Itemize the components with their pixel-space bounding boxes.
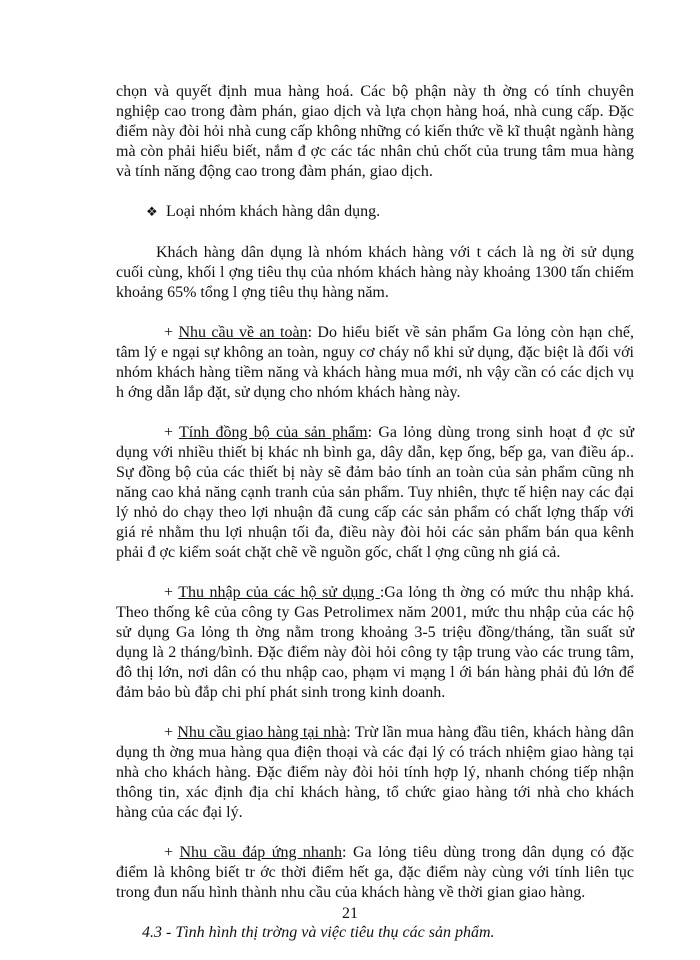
section-body: :Ga lỏng th ờng có mức thu nhập khá. Theo thống kê của công ty Gas Petrolimex năm 2001, mức thu nhập của các hộ sử dụng Ga lỏng th ờng nằm trong khoảng 3-5 triệu đồng/tháng, tần suất sử dụng là 2 tháng/bình. Đặc điểm này đòi hỏi công ty tập trung vào các trung tâm, đô thị lớn, nơi dân có thu nhập cao, phạm vi mạng l ới bán hàng phải đủ lớn để đảm bảo bù đắp chi phí phát sinh trong kinh doanh. <box>116 584 635 701</box>
section-prefix: + <box>164 724 178 741</box>
section-prefix: + <box>164 844 180 861</box>
section-prefix: + <box>164 424 179 441</box>
section-title: Nhu cầu đáp ứng nhanh <box>179 844 343 861</box>
section-safety <box>116 323 634 403</box>
section-home-delivery <box>116 723 634 823</box>
bullet-item <box>116 202 634 223</box>
section-prefix: + <box>164 324 179 341</box>
section-compatibility <box>116 423 634 563</box>
diamond-bullet-icon: ❖ <box>146 205 158 220</box>
section-body: : Do hiểu biết về sản phẩm Ga lỏng còn hạn chế, tâm lý e ngại sự không an toàn, nguy cơ cháy nổ khi sử dụng, đặc biệt là đối với nhóm khách hàng tiềm năng và khách hàng mua mới, nh vậy cần có các dịch vụ h ớng dẫn lắp đặt, sử dụng cho nhóm khách hàng này. <box>116 324 635 401</box>
section-title: Thu nhập của các hộ sử dụng <box>178 584 380 601</box>
page-number: 21 <box>342 905 358 922</box>
intro-paragraph: chọn và quyết định mua hàng hoá. Các bộ phận này th ờng có tính chuyên nghiệp cao trong đàm phán, giao dịch và lựa chọn hàng hoá, nhà cung cấp. Đặc điểm này đòi hỏi nhà cung cấp không những có kiến thức về kĩ thuật ngành hàng mà còn phải hiểu biết, nắm đ ợc các tác nhân chủ chốt của trung tâm mua hàng và tính năng động cao trong đàm phán, giao dịch. <box>116 83 634 180</box>
section-body: : Ga lỏng dùng trong sinh hoạt đ ợc sử dụng với nhiều thiết bị khác nh bình ga, dây dẫn, kẹp ống, bếp ga, van điều áp.. Sự đồng bộ của các thiết bị này sẽ đảm bảo tính an toàn của sản phẩm cũng nh năng cao khả năng cạnh tranh của sản phẩm. Tuy nhiên, thực tế hiện nay các đại lý nhỏ do chạy theo lợi nhuận đã cung cấp các sản phẩm có chất lợng thấp với giá rẻ nhằm thu lợi nhuận tối đa, điều này đòi hỏi các sản phẩm bán qua kênh phải đ ợc kiểm soát chặt chẽ về nguồn gốc, chất l ợng cũng nh giá cả. <box>116 424 635 561</box>
customers-paragraph: Khách hàng dân dụng là nhóm khách hàng với t cách là ng ời sử dụng cuối cùng, khối l ợng tiêu thụ của nhóm khách hàng này khoảng 1300 tấn chiếm khoảng 65% tổng l ợng tiêu thụ hàng năm. <box>116 244 634 301</box>
section-prefix: + <box>164 584 179 601</box>
bullet-text: Loại nhóm khách hàng dân dụng. <box>166 203 381 220</box>
section-title: Tính đồng bộ của sản phẩm <box>179 424 368 441</box>
body-text <box>116 82 634 943</box>
section-body: : Trừ lần mua hàng đầu tiên, khách hàng dân dụng th ờng mua hàng qua điện thoại và các đại lý có trách nhiệm giao hàng tại nhà cho khách hàng. Đặc điểm này đòi hỏi tính hợp lý, nhanh chóng tiếp nhận thông tin, xác định địa chỉ khách hàng, tổ chức giao hàng tới nhà cho khách hàng của các đại lý. <box>116 724 635 821</box>
section-income <box>116 583 634 703</box>
section-title: Nhu cầu giao hàng tại nhà <box>177 724 347 741</box>
section-title: Nhu cầu về an toàn <box>178 324 308 341</box>
section-fast-response <box>116 843 634 903</box>
section-heading: 4.3 - Tình hình thị trờng và việc tiêu thụ các sản phẩm. <box>142 924 495 941</box>
section-body: : Ga lỏng tiêu dùng trong dân dụng có đặc điểm là không biết tr ớc thời điểm hết ga, đặc điểm này cùng với tính liên tục trong đun nấu hình thành nhu cầu của khách hàng về thời gian giao hàng. <box>116 844 634 901</box>
